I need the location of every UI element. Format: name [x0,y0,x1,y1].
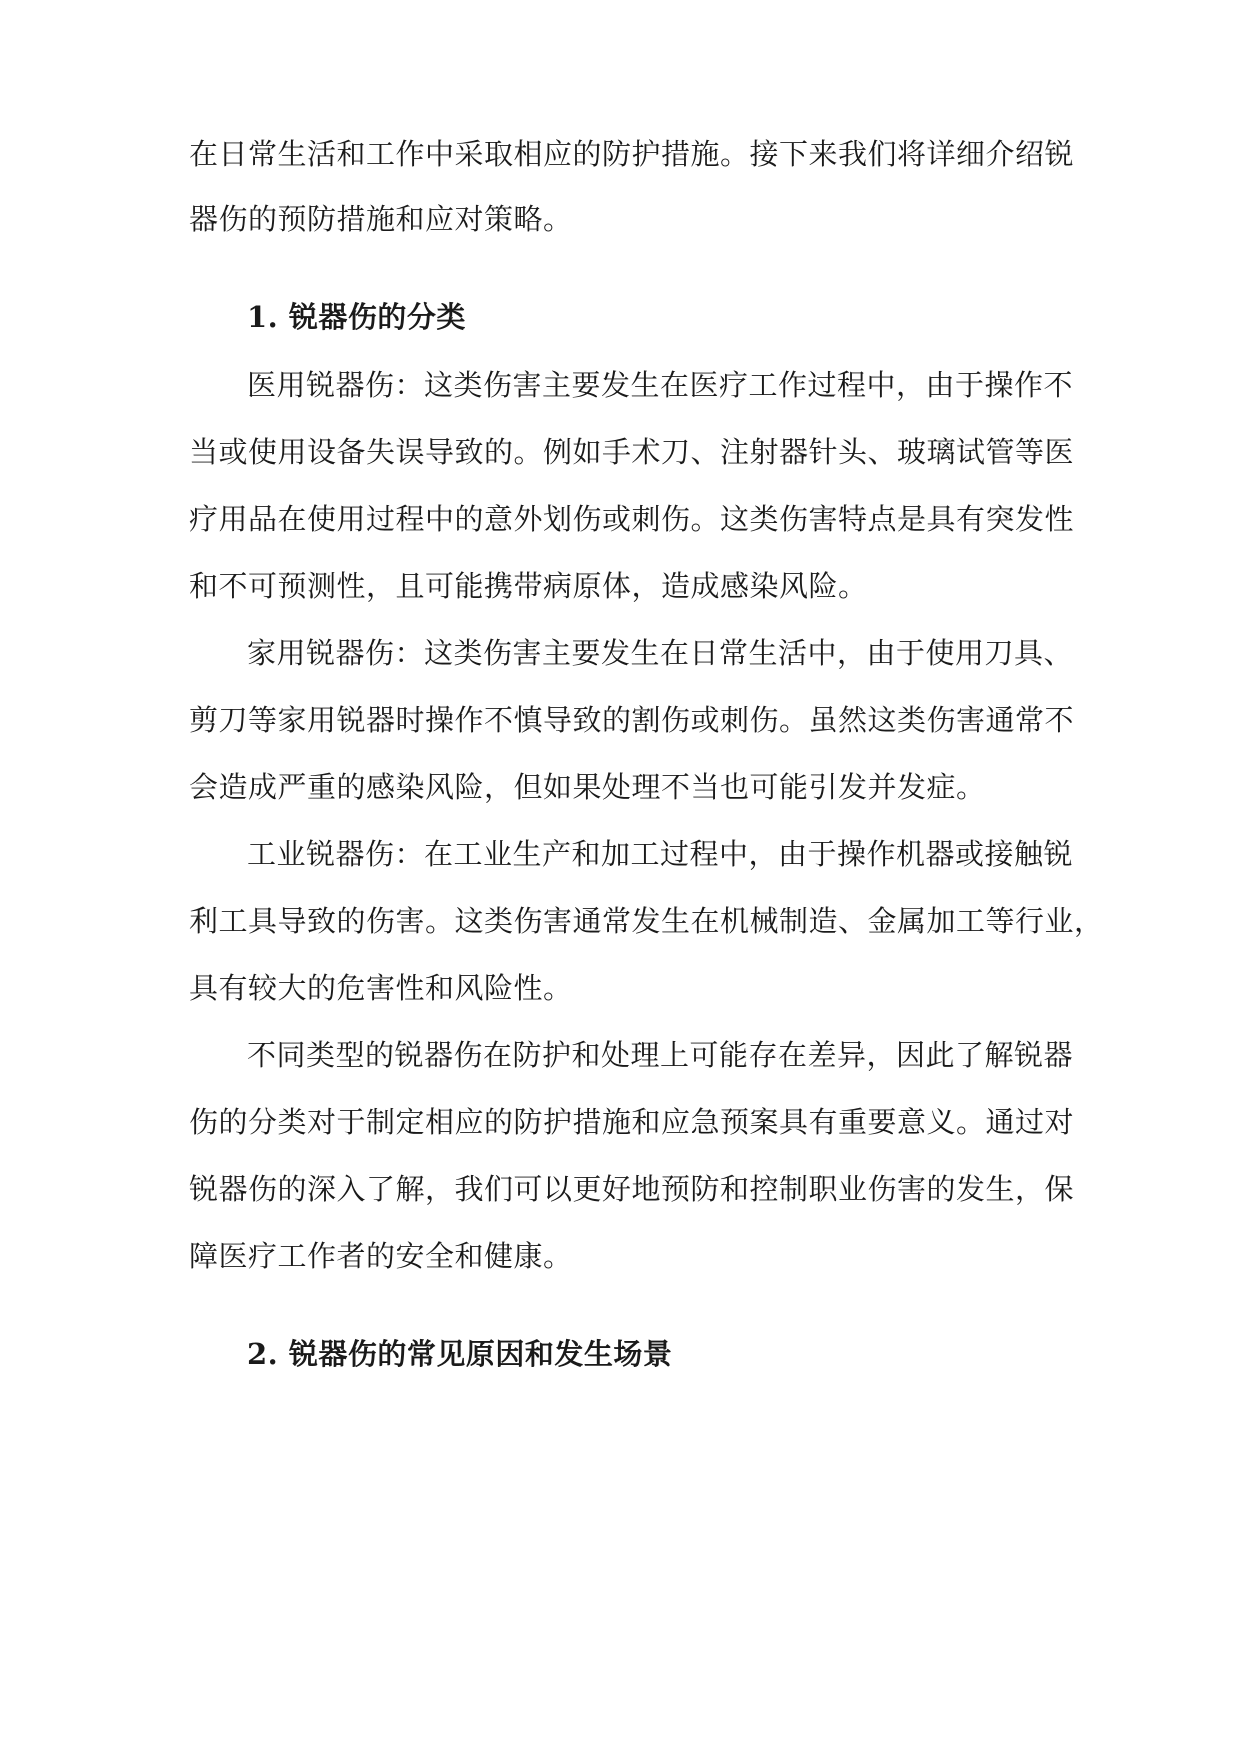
paragraph-summary-line-4: 障医疗工作者的安全和健康。 [189,1239,573,1273]
paragraph-summary-line-3: 锐器伤的深入了解，我们可以更好地预防和控制职业伤害的发生，保 [189,1172,1075,1206]
paragraph-industrial-line-3: 具有较大的危害性和风险性。 [189,971,573,1005]
section-2-heading: 2. 锐器伤的常见原因和发生场景 [247,1337,673,1371]
paragraph-medical-line-3: 疗用品在使用过程中的意外划伤或刺伤。这类伤害特点是具有突发性 [189,502,1075,536]
paragraph-household-line-3: 会造成严重的感染风险，但如果处理不当也可能引发并发症。 [189,770,986,804]
intro-line-1: 在日常生活和工作中采取相应的防护措施。接下来我们将详细介绍锐 [189,137,1075,171]
section-1-heading: 1. 锐器伤的分类 [247,300,466,334]
intro-line-2: 器伤的预防措施和应对策略。 [189,202,573,236]
paragraph-medical-line-4: 和不可预测性，且可能携带病原体，造成感染风险。 [189,569,868,603]
paragraph-industrial-line-1: 工业锐器伤：在工业生产和加工过程中，由于操作机器或接触锐 [247,837,1074,871]
paragraph-household-line-2: 剪刀等家用锐器时操作不慎导致的割伤或刺伤。虽然这类伤害通常不 [189,703,1075,737]
paragraph-medical-line-2: 当或使用设备失误导致的。例如手术刀、注射器针头、玻璃试管等医 [189,435,1075,469]
paragraph-summary-line-1: 不同类型的锐器伤在防护和处理上可能存在差异，因此了解锐器 [247,1038,1074,1072]
paragraph-medical-line-1: 医用锐器伤：这类伤害主要发生在医疗工作过程中，由于操作不 [247,368,1074,402]
paragraph-industrial-line-2: 利工具导致的伤害。这类伤害通常发生在机械制造、金属加工等行业， [189,904,1104,938]
paragraph-summary-line-2: 伤的分类对于制定相应的防护措施和应急预案具有重要意义。通过对 [189,1105,1075,1139]
paragraph-household-line-1: 家用锐器伤：这类伤害主要发生在日常生活中，由于使用刀具、 [247,636,1074,670]
